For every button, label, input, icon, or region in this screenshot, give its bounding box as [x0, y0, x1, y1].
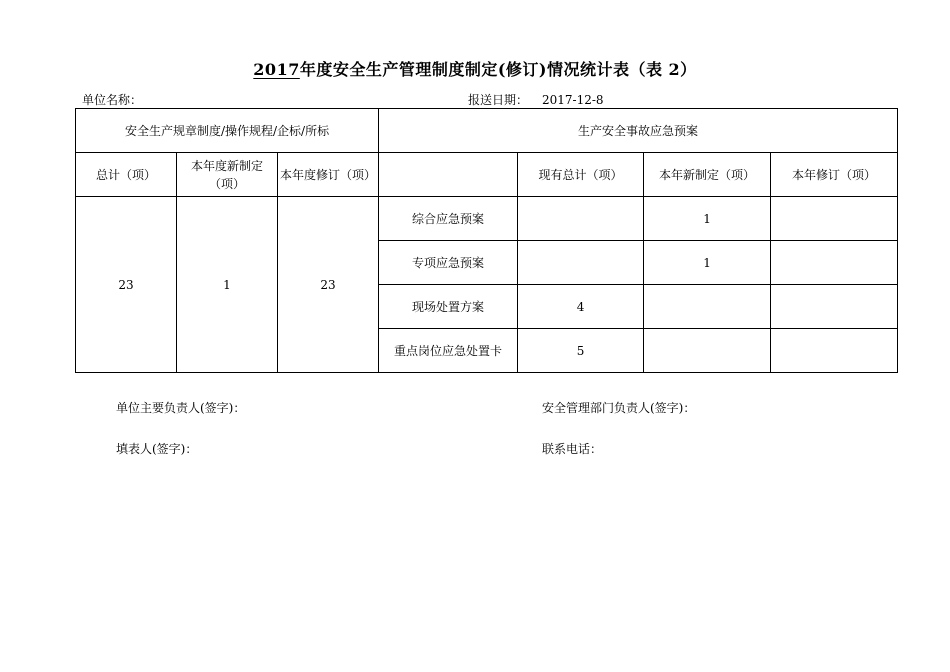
- col-header-plan-revised: 本年修订（项）: [771, 153, 898, 197]
- plan-revised: [771, 329, 898, 373]
- report-date: [468, 91, 604, 108]
- plan-existing: 5: [518, 329, 644, 373]
- col-header-total: 总计（项）: [76, 153, 177, 197]
- plan-existing: 4: [518, 285, 644, 329]
- plan-new: [644, 329, 771, 373]
- rules-group-header: 安全生产规章制度/操作规程/企标/所标: [76, 109, 379, 153]
- table-row: [76, 197, 898, 241]
- col-header-existing-total: 现有总计（项）: [518, 153, 644, 197]
- col-header-revised: 本年度修订（项）: [278, 153, 379, 197]
- plan-revised: [771, 285, 898, 329]
- plan-name: 综合应急预案: [379, 197, 518, 241]
- filler-signature-label: 填表人(签字)：: [116, 442, 198, 456]
- plan-revised: [771, 197, 898, 241]
- contact-phone-label: 联系电话：: [542, 442, 603, 456]
- table-group-header-row: [76, 109, 898, 153]
- col-header-new: 本年度新制定（项）: [177, 153, 278, 197]
- plan-new: [644, 285, 771, 329]
- report-date-label: 报送日期：: [468, 93, 529, 107]
- plan-name: 专项应急预案: [379, 241, 518, 285]
- safety-dept-signature-label: 安全管理部门负责人(签字)：: [542, 401, 696, 415]
- table-column-header-row: [76, 153, 898, 197]
- unit-head-signature-label: 单位主要负责人(签字)：: [116, 401, 246, 415]
- plan-name: 现场处置方案: [379, 285, 518, 329]
- rules-new-value: 1: [177, 197, 278, 373]
- plan-name: 重点岗位应急处置卡: [379, 329, 518, 373]
- emergency-plan-group-header: 生产安全事故应急预案: [379, 109, 898, 153]
- rules-revised-value: 23: [278, 197, 379, 373]
- plan-revised: [771, 241, 898, 285]
- statistics-table: [75, 108, 898, 373]
- plan-existing: [518, 241, 644, 285]
- report-date-value: 2017-12-8: [542, 93, 604, 107]
- rules-total-value: 23: [76, 197, 177, 373]
- unit-name-label: 单位名称：: [82, 93, 143, 107]
- title-year: 2017: [253, 60, 300, 79]
- plan-new: 1: [644, 241, 771, 285]
- page-title: [0, 57, 950, 80]
- col-header-plan-type: [379, 153, 518, 197]
- plan-existing: [518, 197, 644, 241]
- title-text: 年度安全生产管理制度制定(修订)情况统计表（表 2）: [299, 60, 697, 79]
- col-header-plan-new: 本年新制定（项）: [644, 153, 771, 197]
- plan-new: 1: [644, 197, 771, 241]
